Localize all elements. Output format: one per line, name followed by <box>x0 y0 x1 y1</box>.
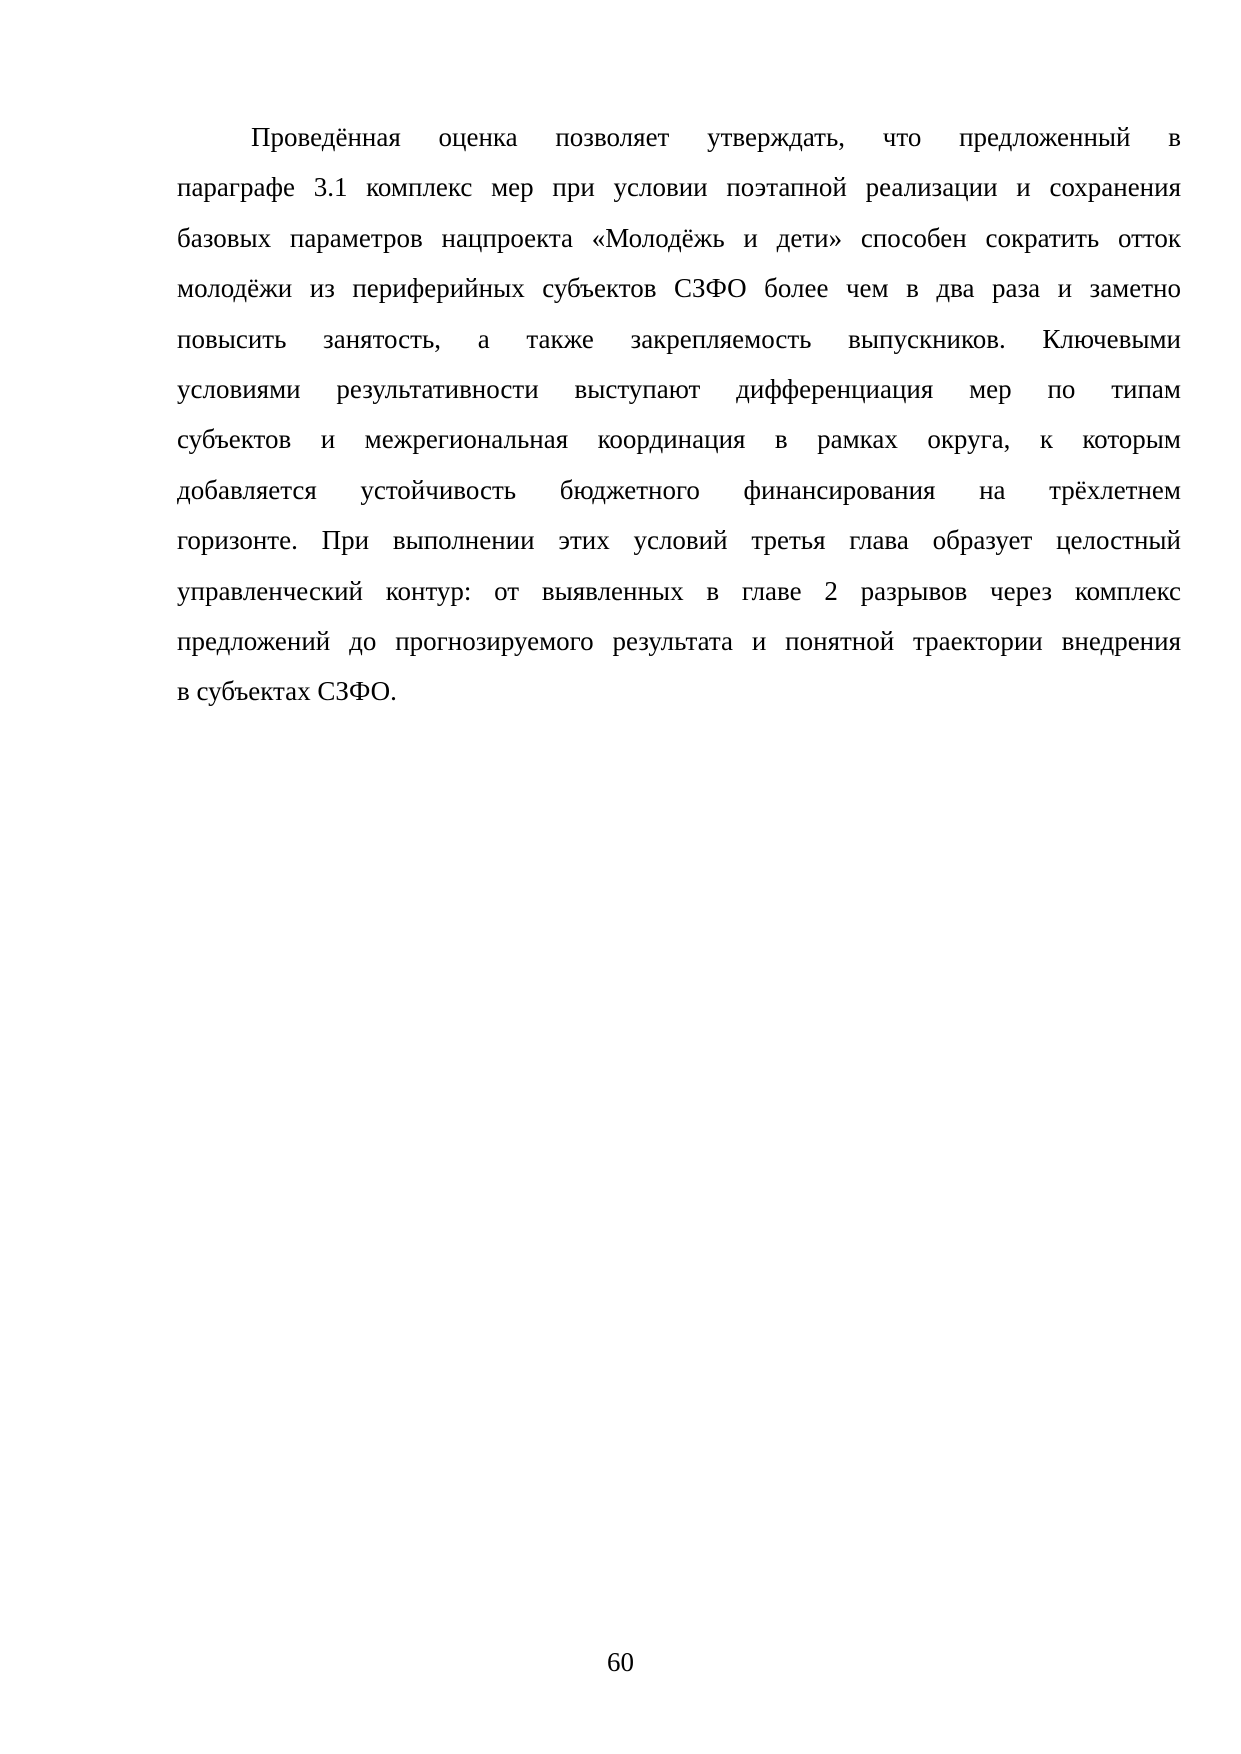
paragraph-line: субъектов и межрегиональная координация в рамках округа, к которым <box>177 424 1181 455</box>
paragraph-line: повысить занятость, а также закрепляемость выпускников. Ключевыми <box>177 323 1181 354</box>
paragraph-line: горизонте. При выполнении этих условий третья глава образует целостный <box>177 525 1181 556</box>
body-paragraph <box>177 112 1181 717</box>
paragraph-line: базовых параметров нацпроекта «Молодёжь и дети» способен сократить отток <box>177 222 1181 253</box>
paragraph-line: условиями результативности выступают дифференциация мер по типам <box>177 373 1181 404</box>
paragraph-line: Проведённая оценка позволяет утверждать, что предложенный в <box>251 122 1181 152</box>
paragraph-line: молодёжи из периферийных субъектов СЗФО более чем в два раза и заметно <box>177 273 1181 304</box>
paragraph-line: параграфе 3.1 комплекс мер при условии поэтапной реализации и сохранения <box>177 172 1181 203</box>
paragraph-line: добавляется устойчивость бюджетного финансирования на трёхлетнем <box>177 474 1181 505</box>
paragraph-line: в субъектах СЗФО. <box>177 676 397 707</box>
paragraph-line: предложений до прогнозируемого результата и понятной траектории внедрения <box>177 625 1181 656</box>
page-number: 60 <box>607 1647 634 1677</box>
paragraph-line: управленческий контур: от выявленных в главе 2 разрывов через комплекс <box>177 575 1181 606</box>
